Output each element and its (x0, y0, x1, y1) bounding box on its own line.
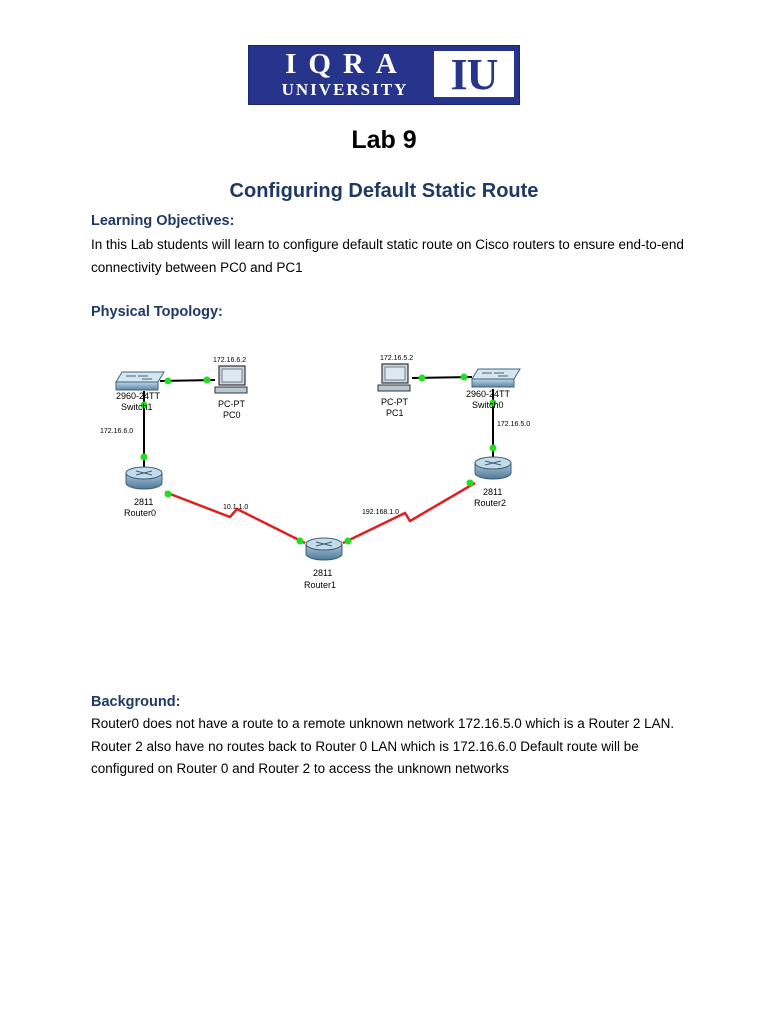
objectives-heading: Learning Objectives: (91, 213, 235, 229)
router1-model: 2811 (313, 568, 333, 578)
router1-name: Router1 (304, 580, 337, 590)
switch0-name: Switch0 (472, 400, 504, 410)
router0-icon (126, 467, 162, 489)
logo-text-university: UNIVERSITY (281, 80, 409, 99)
switch0-model: 2960-24TT (466, 389, 511, 399)
objectives-text: In this Lab students will learn to configure default static route on Cisco routers to ensure end-to-end connectivity between PC0 and PC1 (91, 237, 684, 275)
serial-link-r0-r1 (165, 492, 305, 543)
topology-svg (90, 345, 550, 605)
topology-heading: Physical Topology: (91, 304, 223, 320)
pc1-name: PC1 (386, 408, 404, 418)
switch0-icon (472, 369, 520, 387)
pc1-icon (378, 364, 410, 391)
background-heading: Background: (91, 694, 181, 710)
router0-name: Router0 (124, 508, 157, 518)
link-lights (141, 374, 497, 545)
network-label-right: 172.16.5.0 (497, 421, 531, 428)
pc0-icon (215, 366, 247, 393)
router1-icon (306, 538, 342, 560)
link-label-r1-r2: 192.168.1.0 (362, 509, 399, 516)
pc0-type: PC-PT (218, 399, 245, 409)
network-label-left: 172.16.6.0 (100, 428, 134, 435)
pc0-name: PC0 (223, 410, 241, 420)
logo-text-iqra: IQRA (285, 48, 409, 80)
switch1-icon (116, 372, 164, 390)
pc1-ip: 172.16.5.2 (380, 355, 414, 362)
link-label-r0-r1: 10.1.1.0 (223, 504, 249, 511)
logo-mark-box (434, 51, 514, 97)
router2-model: 2811 (483, 487, 503, 497)
router2-icon (475, 457, 511, 479)
document-title: Configuring Default Static Route (229, 180, 539, 202)
background-text: Router0 does not have a route to a remote unknown network 172.16.5.0 which is a Router 2 LAN. Router 2 also have no routes back to Router 0 LAN which is 172.16.6.0 Default route will be configured on Router 0 and Router 2 to access the unknown networks (91, 716, 675, 776)
router0-model: 2811 (134, 497, 154, 507)
lab-title: Lab 9 (351, 126, 417, 154)
network-topology-diagram (90, 345, 550, 605)
pc0-ip: 172.16.6.2 (213, 357, 247, 364)
logo-mark-iu: IU (450, 50, 498, 99)
router2-name: Router2 (474, 498, 507, 508)
switch1-model: 2960-24TT (116, 391, 161, 401)
switch1-name: Switch1 (121, 402, 153, 412)
university-logo (248, 45, 520, 105)
pc1-type: PC-PT (381, 397, 408, 407)
